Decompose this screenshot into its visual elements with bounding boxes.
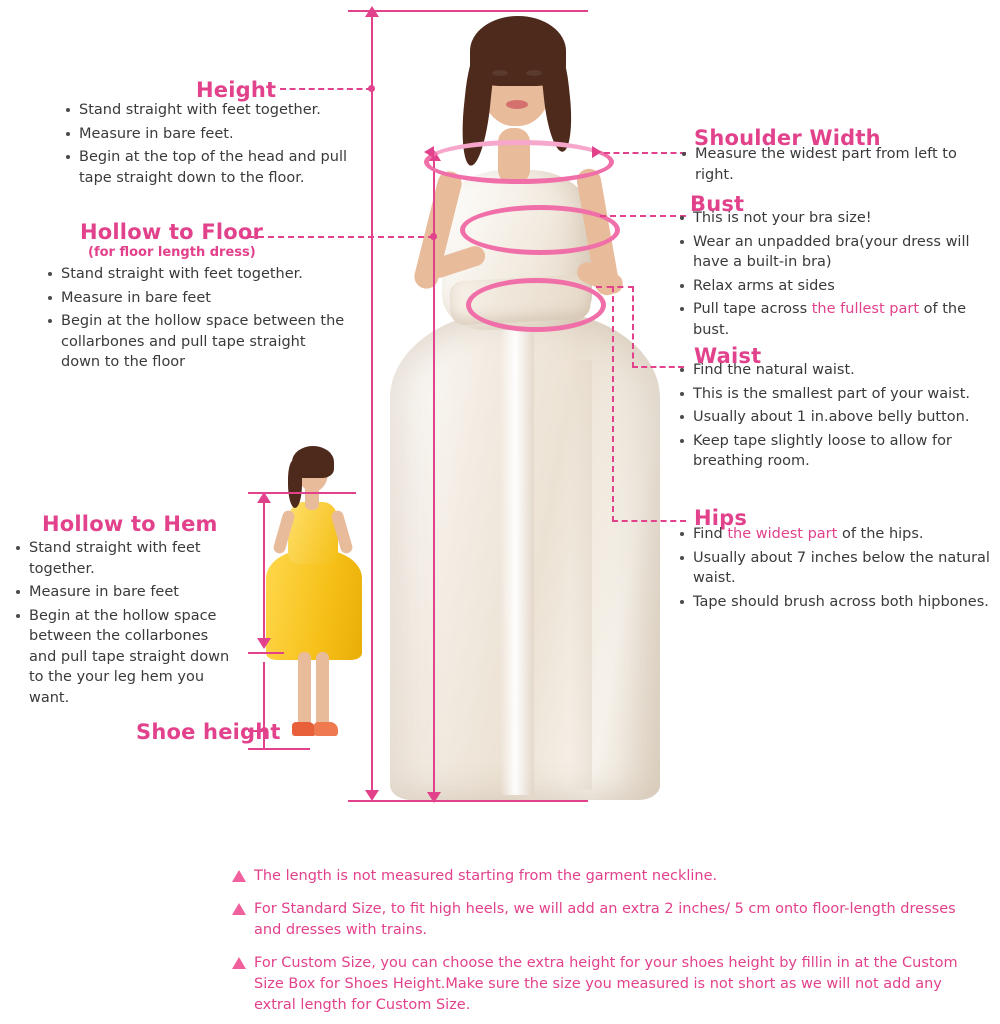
bust-highlight: the fullest part — [811, 301, 920, 318]
waist-band — [466, 278, 606, 332]
list-item: Tape should brush across both hipbones. — [678, 592, 1000, 613]
height-leader-line — [280, 88, 372, 90]
list-item: This is not your bra size! — [678, 208, 1000, 229]
hollow-to-floor-bullets — [46, 264, 346, 376]
list-item: Stand straight with feet together. — [46, 264, 346, 285]
height-leader-dot — [368, 85, 375, 92]
list-item: Begin at the hollow space between the collarbones and pull tape straight down to the your leg hem you want. — [14, 606, 236, 709]
hips-title: Hips — [694, 506, 748, 530]
short-dress-bodice — [288, 502, 338, 564]
hollow-floor-leader-line — [248, 236, 434, 238]
hollow-to-hem-bullets — [14, 538, 236, 712]
short-model-shoe-right — [314, 722, 338, 736]
list-item: Stand straight with feet together. — [64, 100, 364, 121]
shoe-height-bottom-tick — [248, 748, 310, 750]
short-model-leg-left — [298, 652, 311, 728]
triangle-warning-icon — [232, 903, 246, 915]
footer-notes — [232, 866, 982, 1016]
list-item-bust-fullest: Pull tape across the fullest part of the bust. — [678, 299, 1000, 340]
gown-fold-2 — [570, 360, 592, 790]
hollow-hem-bottom-tick — [248, 652, 284, 654]
footer-note-text: For Standard Size, to fit high heels, we will add an extra 2 inches/ 5 cm onto floor-length dresses and dresses with trains. — [254, 901, 956, 939]
footer-note-text: For Custom Size, you can choose the extra height for your shoes height by fillin in at the Custom Size Box for Shoes Height.Make sure the size you measured is not short as we will not add any extral length for Custom Size. — [254, 955, 958, 1014]
hips-leader-line-h — [612, 520, 686, 522]
hollow-hem-top-tick — [248, 492, 356, 494]
waist-leader-line-h2 — [632, 366, 684, 368]
height-top-tick — [348, 10, 588, 12]
list-item: This is the smallest part of your waist. — [678, 384, 998, 405]
list-item-hips-widest: Find the widest part of the hips. — [678, 524, 1000, 545]
model-illustration-gown — [380, 0, 670, 810]
model-illustration-short-dress — [258, 440, 368, 760]
bust-band — [460, 205, 620, 255]
list-item: Find the natural waist. — [678, 360, 998, 381]
shoulder-width-bullets — [680, 144, 1000, 188]
list-item: Keep tape slightly loose to allow for breathing room. — [678, 431, 998, 472]
list-item: Begin at the hollow space between the collarbones and pull tape straight down to the floor — [46, 311, 346, 373]
short-dress-skirt — [266, 550, 362, 660]
waist-leader-line-h — [596, 286, 634, 288]
list-item: Relax arms at sides — [678, 276, 1000, 297]
height-bullets — [64, 100, 364, 191]
shoulder-arrow-right — [592, 146, 602, 158]
bust-bullets — [678, 208, 1000, 343]
shoe-height-title: Shoe height — [136, 720, 281, 744]
shoulder-arrow-left — [424, 146, 434, 158]
waist-leader-line-v — [632, 286, 634, 368]
model-eye-right — [526, 70, 542, 76]
hips-leader-line-v — [612, 286, 614, 522]
bust-leader-line — [600, 215, 686, 217]
height-bottom-tick — [348, 800, 588, 802]
list-item: Stand straight with feet together. — [14, 538, 236, 579]
list-item: Measure the widest part from left to right. — [680, 144, 1000, 185]
list-item: Usually about 7 inches below the natural waist. — [678, 548, 1000, 589]
shoulder-width-title: Shoulder Width — [694, 126, 881, 150]
hollow-to-floor-subtitle: (for floor length dress) — [88, 245, 256, 260]
shoulder-leader-line — [604, 152, 686, 154]
list-item: Wear an unpadded bra(your dress will have a built-in bra) — [678, 232, 1000, 273]
footer-note-text: The length is not measured starting from the garment neckline. — [254, 868, 718, 884]
height-measure-line — [371, 16, 373, 791]
list-item: Usually about 1 in.above belly button. — [678, 407, 998, 428]
gown-fold — [500, 330, 534, 795]
list-item: Measure in bare feet — [46, 288, 346, 309]
footer-note — [232, 866, 982, 887]
hollow-floor-leader-dot — [430, 233, 437, 240]
bust-title: Bust — [690, 192, 745, 216]
short-model-leg-right — [316, 652, 329, 728]
waist-title: Waist — [694, 344, 762, 368]
hollow-to-floor-line — [433, 160, 435, 796]
short-model-hair-strand — [288, 460, 302, 508]
triangle-warning-icon — [232, 957, 246, 969]
hollow-to-hem-title: Hollow to Hem — [42, 512, 218, 536]
list-item: Measure in bare feet. — [64, 124, 364, 145]
hollow-floor-arrow-bottom — [427, 792, 441, 803]
hips-highlight: the widest part — [727, 526, 838, 542]
hollow-to-hem-line — [263, 502, 265, 642]
shoulder-width-band — [424, 140, 614, 184]
hips-bullets — [678, 524, 1000, 615]
footer-note — [232, 953, 982, 1016]
model-hair-strand-right — [538, 43, 575, 153]
model-lips — [506, 100, 528, 109]
hollow-hem-arrow-bottom — [257, 638, 271, 649]
list-item: Begin at the top of the head and pull tape straight down to the floor. — [64, 147, 364, 188]
waist-bullets — [678, 360, 998, 475]
height-title: Height — [196, 78, 277, 102]
triangle-warning-icon — [232, 870, 246, 882]
footer-note — [232, 899, 982, 941]
hollow-to-floor-title: Hollow to Floor — [80, 220, 264, 244]
model-eye-left — [492, 70, 508, 76]
list-item: Measure in bare feet — [14, 582, 236, 603]
short-model-shoe-left — [292, 722, 316, 736]
